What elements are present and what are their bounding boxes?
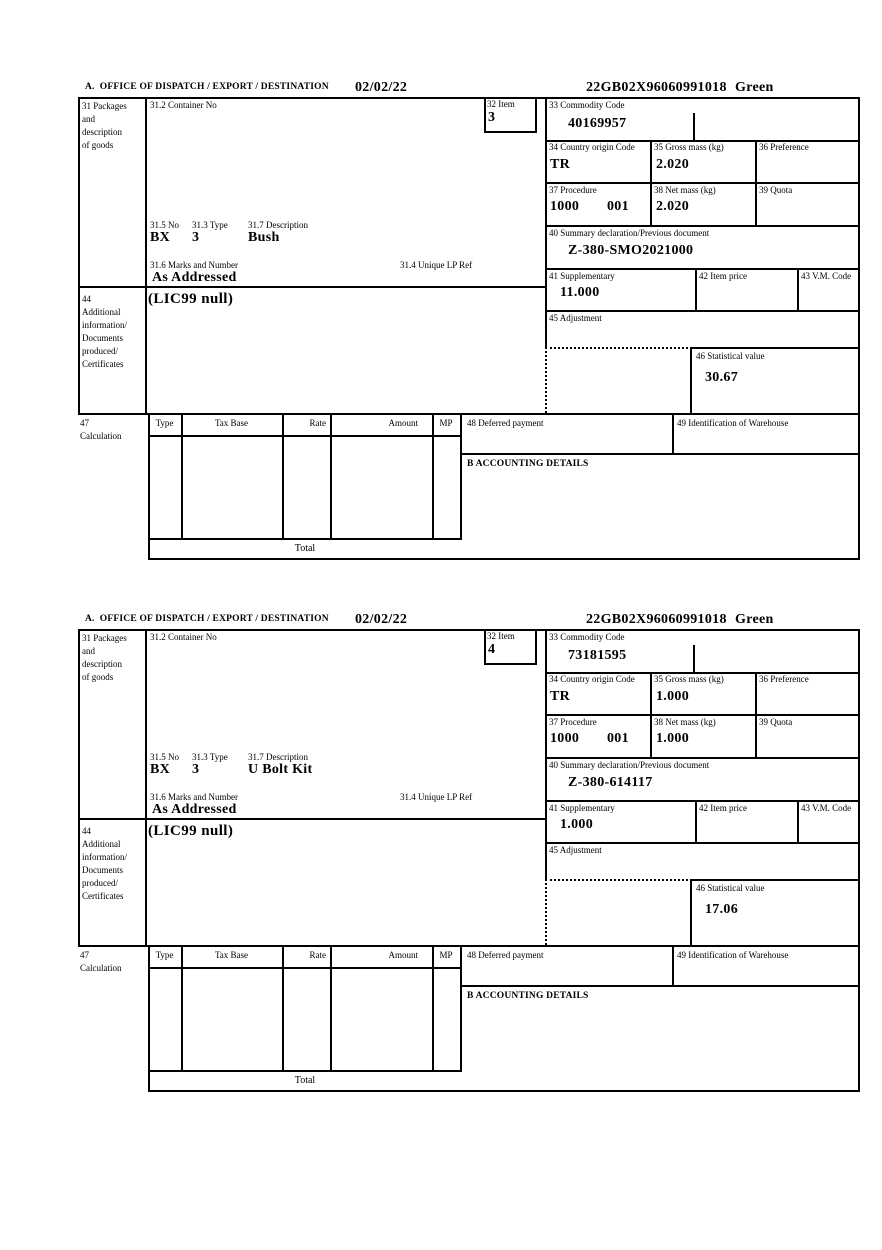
divider-line [484, 131, 537, 133]
divider-line [755, 140, 757, 227]
divider-line [545, 182, 860, 184]
box43-vm-code-label: 43 V.M. Code [801, 271, 852, 281]
box44-additional-info-label-line: 44 [82, 826, 91, 836]
divider-line [148, 435, 462, 437]
accounting-details-label: B ACCOUNTING DETAILS [467, 459, 589, 469]
divider-line [78, 629, 860, 631]
box35-gross-mass-label: 35 Gross mass (kg) [654, 142, 724, 152]
box43-vm-code-label: 43 V.M. Code [801, 803, 852, 813]
divider-line [690, 347, 692, 413]
calc-column-tax-base-header: Tax Base [214, 418, 249, 428]
box40-summary-declaration-label: 40 Summary declaration/Previous document [549, 228, 710, 238]
declaration-date: 02/02/22 [355, 612, 408, 627]
dotted-divider-line [545, 347, 692, 349]
divider-line [460, 985, 860, 987]
divider-line [690, 347, 860, 349]
divider-line [148, 538, 462, 540]
box37-procedure-label: 37 Procedure [549, 185, 597, 195]
dotted-divider-line [545, 347, 547, 413]
box31-3-type-value: 3 [192, 230, 200, 245]
box32-item-label: 32 Item [487, 99, 515, 109]
divider-line [460, 453, 860, 455]
box31-packages-label-line: of goods [82, 140, 114, 150]
box31-7-description-label: 31.7 Description [248, 220, 308, 230]
divider-line [484, 97, 486, 133]
divider-line [690, 879, 692, 945]
customs-item-block [0, 612, 882, 1094]
box42-item-price-label: 42 Item price [699, 271, 747, 281]
office-of-dispatch-label: A. OFFICE OF DISPATCH / EXPORT / DESTINATION [85, 82, 329, 92]
box46-statistical-value-label: 46 Statistical value [696, 883, 765, 893]
divider-line [545, 268, 860, 270]
box33-commodity-code-label: 33 Commodity Code [549, 100, 625, 110]
calc-column-mp-header: MP [439, 950, 453, 960]
box31-6-marks-label: 31.6 Marks and Number [150, 260, 238, 270]
box31-7-description-label: 31.7 Description [248, 752, 308, 762]
office-of-dispatch-label: A. OFFICE OF DISPATCH / EXPORT / DESTINATION [85, 614, 329, 624]
box44-additional-info-label-line: produced/ [82, 346, 118, 356]
box39-quota-label: 39 Quota [759, 185, 793, 195]
divider-line [460, 945, 462, 1072]
box31-packages-label-line: of goods [82, 672, 114, 682]
calc-column-rate-header: Rate [309, 418, 326, 428]
box44-additional-info-label-line: information/ [82, 320, 127, 330]
dotted-divider-line [545, 879, 692, 881]
divider-line [148, 1070, 462, 1072]
box44-additional-info-label-line: Additional [82, 307, 121, 317]
box49-warehouse-id-label: 49 Identification of Warehouse [677, 950, 789, 960]
divider-line [282, 413, 284, 538]
box42-item-price-label: 42 Item price [699, 803, 747, 813]
commodity-code-divider-line [693, 645, 695, 672]
calc-column-tax-base-header: Tax Base [214, 950, 249, 960]
box49-warehouse-id-label: 49 Identification of Warehouse [677, 418, 789, 428]
box32-item-value: 4 [488, 642, 496, 657]
divider-line [650, 672, 652, 759]
divider-line [797, 800, 799, 844]
box44-additional-info-label-line: Certificates [82, 891, 124, 901]
calc-column-amount-header: Amount [388, 950, 418, 960]
divider-line [181, 413, 183, 538]
box33-commodity-code-value: 73181595 [568, 648, 627, 663]
divider-line [330, 945, 332, 1070]
box36-preference-label: 36 Preference [759, 674, 809, 684]
calc-column-rate-header: Rate [309, 950, 326, 960]
customs-item-block [0, 80, 882, 562]
box31-5-no-value: BX [150, 762, 171, 777]
divider-line [545, 714, 860, 716]
box41-supplementary-label: 41 Supplementary [549, 803, 615, 813]
calc-column-type-header: Type [155, 418, 174, 428]
divider-line [755, 672, 757, 759]
divider-line [545, 225, 860, 227]
calc-column-type-header: Type [155, 950, 174, 960]
box44-additional-info-label-line: information/ [82, 852, 127, 862]
declaration-reference: 22GB02X96060991018 [586, 612, 727, 627]
box33-commodity-code-label: 33 Commodity Code [549, 632, 625, 642]
box31-4-unique-lp-ref-label: 31.4 Unique LP Ref [400, 260, 473, 270]
box37-procedure-value: 1000 [550, 731, 580, 746]
box34-country-origin-value: TR [550, 157, 571, 172]
commodity-code-divider-line [693, 113, 695, 140]
box32-item-label: 32 Item [487, 631, 515, 641]
declaration-date: 02/02/22 [355, 80, 408, 95]
divider-line [78, 286, 547, 288]
divider-line [545, 757, 860, 759]
box37-procedure-extra-value: 001 [607, 731, 629, 746]
box46-statistical-value: 30.67 [705, 370, 738, 385]
divider-line [672, 945, 674, 987]
routing-status: Green [735, 80, 774, 95]
divider-line [650, 140, 652, 227]
box44-additional-info-value: (LIC99 null) [148, 823, 234, 839]
box31-5-no-label: 31.5 No [150, 752, 179, 762]
divider-line [545, 842, 860, 844]
box31-container-no-label: 31.2 Container No [150, 632, 217, 642]
box31-3-type-label: 31.3 Type [192, 752, 228, 762]
divider-line [484, 629, 486, 665]
box31-container-no-label: 31.2 Container No [150, 100, 217, 110]
box44-additional-info-label-line: produced/ [82, 878, 118, 888]
divider-line [282, 945, 284, 1070]
box31-6-marks-label: 31.6 Marks and Number [150, 792, 238, 802]
box45-adjustment-label: 45 Adjustment [549, 845, 602, 855]
box41-supplementary-label: 41 Supplementary [549, 271, 615, 281]
box38-net-mass-value: 1.000 [656, 731, 689, 746]
box31-packages-label-line: description [82, 127, 122, 137]
divider-line [78, 818, 547, 820]
divider-line [145, 629, 147, 947]
divider-line [690, 879, 860, 881]
divider-line [432, 413, 434, 538]
divider-line [535, 629, 537, 665]
box37-procedure-value: 1000 [550, 199, 580, 214]
box31-5-no-value: BX [150, 230, 171, 245]
divider-line [78, 629, 80, 947]
box47-calculation-label-line: Calculation [80, 963, 122, 973]
box40-summary-declaration-value: Z-380-614117 [568, 775, 653, 790]
box48-deferred-payment-label: 48 Deferred payment [467, 418, 544, 428]
box31-6-marks-value: As Addressed [152, 802, 237, 817]
calc-column-amount-header: Amount [388, 418, 418, 428]
divider-line [330, 413, 332, 538]
divider-line [148, 1090, 860, 1092]
box45-adjustment-label: 45 Adjustment [549, 313, 602, 323]
box34-country-origin-value: TR [550, 689, 571, 704]
box41-supplementary-value: 1.000 [560, 817, 593, 832]
box31-5-no-label: 31.5 No [150, 220, 179, 230]
dotted-divider-line [545, 879, 547, 945]
box40-summary-declaration-value: Z-380-SMO2021000 [568, 243, 694, 258]
box31-3-type-label: 31.3 Type [192, 220, 228, 230]
divider-line [672, 413, 674, 455]
divider-line [78, 97, 80, 415]
box31-6-marks-value: As Addressed [152, 270, 237, 285]
box37-procedure-label: 37 Procedure [549, 717, 597, 727]
box46-statistical-value: 17.06 [705, 902, 738, 917]
box31-7-description-value: U Bolt Kit [248, 762, 313, 777]
divider-line [145, 97, 147, 415]
box37-procedure-extra-value: 001 [607, 199, 629, 214]
declaration-reference: 22GB02X96060991018 [586, 80, 727, 95]
calc-total-label: Total [294, 1075, 316, 1086]
divider-line [78, 97, 860, 99]
accounting-details-label: B ACCOUNTING DETAILS [467, 991, 589, 1001]
divider-line [432, 945, 434, 1070]
divider-line [535, 97, 537, 133]
divider-line [484, 663, 537, 665]
box47-calculation-label-line: Calculation [80, 431, 122, 441]
divider-line [545, 800, 860, 802]
box32-item-value: 3 [488, 110, 496, 125]
box44-additional-info-label-line: Documents [82, 865, 123, 875]
box41-supplementary-value: 11.000 [560, 285, 600, 300]
divider-line [858, 629, 860, 1092]
box34-country-origin-label: 34 Country origin Code [549, 674, 635, 684]
divider-line [148, 558, 860, 560]
box35-gross-mass-label: 35 Gross mass (kg) [654, 674, 724, 684]
divider-line [460, 413, 462, 540]
box31-7-description-value: Bush [248, 230, 280, 245]
box44-additional-info-label-line: Additional [82, 839, 121, 849]
box39-quota-label: 39 Quota [759, 717, 793, 727]
box31-3-type-value: 3 [192, 762, 200, 777]
box47-calculation-label-line: 47 [80, 950, 89, 960]
box31-packages-label-line: and [82, 114, 95, 124]
box38-net-mass-value: 2.020 [656, 199, 689, 214]
box44-additional-info-label-line: Certificates [82, 359, 124, 369]
box47-calculation-label-line: 47 [80, 418, 89, 428]
divider-line [148, 967, 462, 969]
divider-line [181, 945, 183, 1070]
box31-packages-label-line: and [82, 646, 95, 656]
divider-line [545, 310, 860, 312]
routing-status: Green [735, 612, 774, 627]
box31-packages-label-line: 31 Packages [82, 633, 127, 643]
box44-additional-info-label-line: 44 [82, 294, 91, 304]
divider-line [78, 945, 860, 947]
divider-line [695, 800, 697, 844]
box38-net-mass-label: 38 Net mass (kg) [654, 717, 716, 727]
box44-additional-info-label-line: Documents [82, 333, 123, 343]
box40-summary-declaration-label: 40 Summary declaration/Previous document [549, 760, 710, 770]
box31-4-unique-lp-ref-label: 31.4 Unique LP Ref [400, 792, 473, 802]
divider-line [858, 97, 860, 560]
box33-commodity-code-value: 40169957 [568, 116, 627, 131]
box48-deferred-payment-label: 48 Deferred payment [467, 950, 544, 960]
calc-total-label: Total [294, 543, 316, 554]
box31-packages-label-line: description [82, 659, 122, 669]
box31-packages-label-line: 31 Packages [82, 101, 127, 111]
divider-line [78, 413, 860, 415]
box46-statistical-value-label: 46 Statistical value [696, 351, 765, 361]
box36-preference-label: 36 Preference [759, 142, 809, 152]
box44-additional-info-value: (LIC99 null) [148, 291, 234, 307]
box34-country-origin-label: 34 Country origin Code [549, 142, 635, 152]
calc-column-mp-header: MP [439, 418, 453, 428]
divider-line [695, 268, 697, 312]
box35-gross-mass-value: 1.000 [656, 689, 689, 704]
divider-line [797, 268, 799, 312]
box38-net-mass-label: 38 Net mass (kg) [654, 185, 716, 195]
box35-gross-mass-value: 2.020 [656, 157, 689, 172]
